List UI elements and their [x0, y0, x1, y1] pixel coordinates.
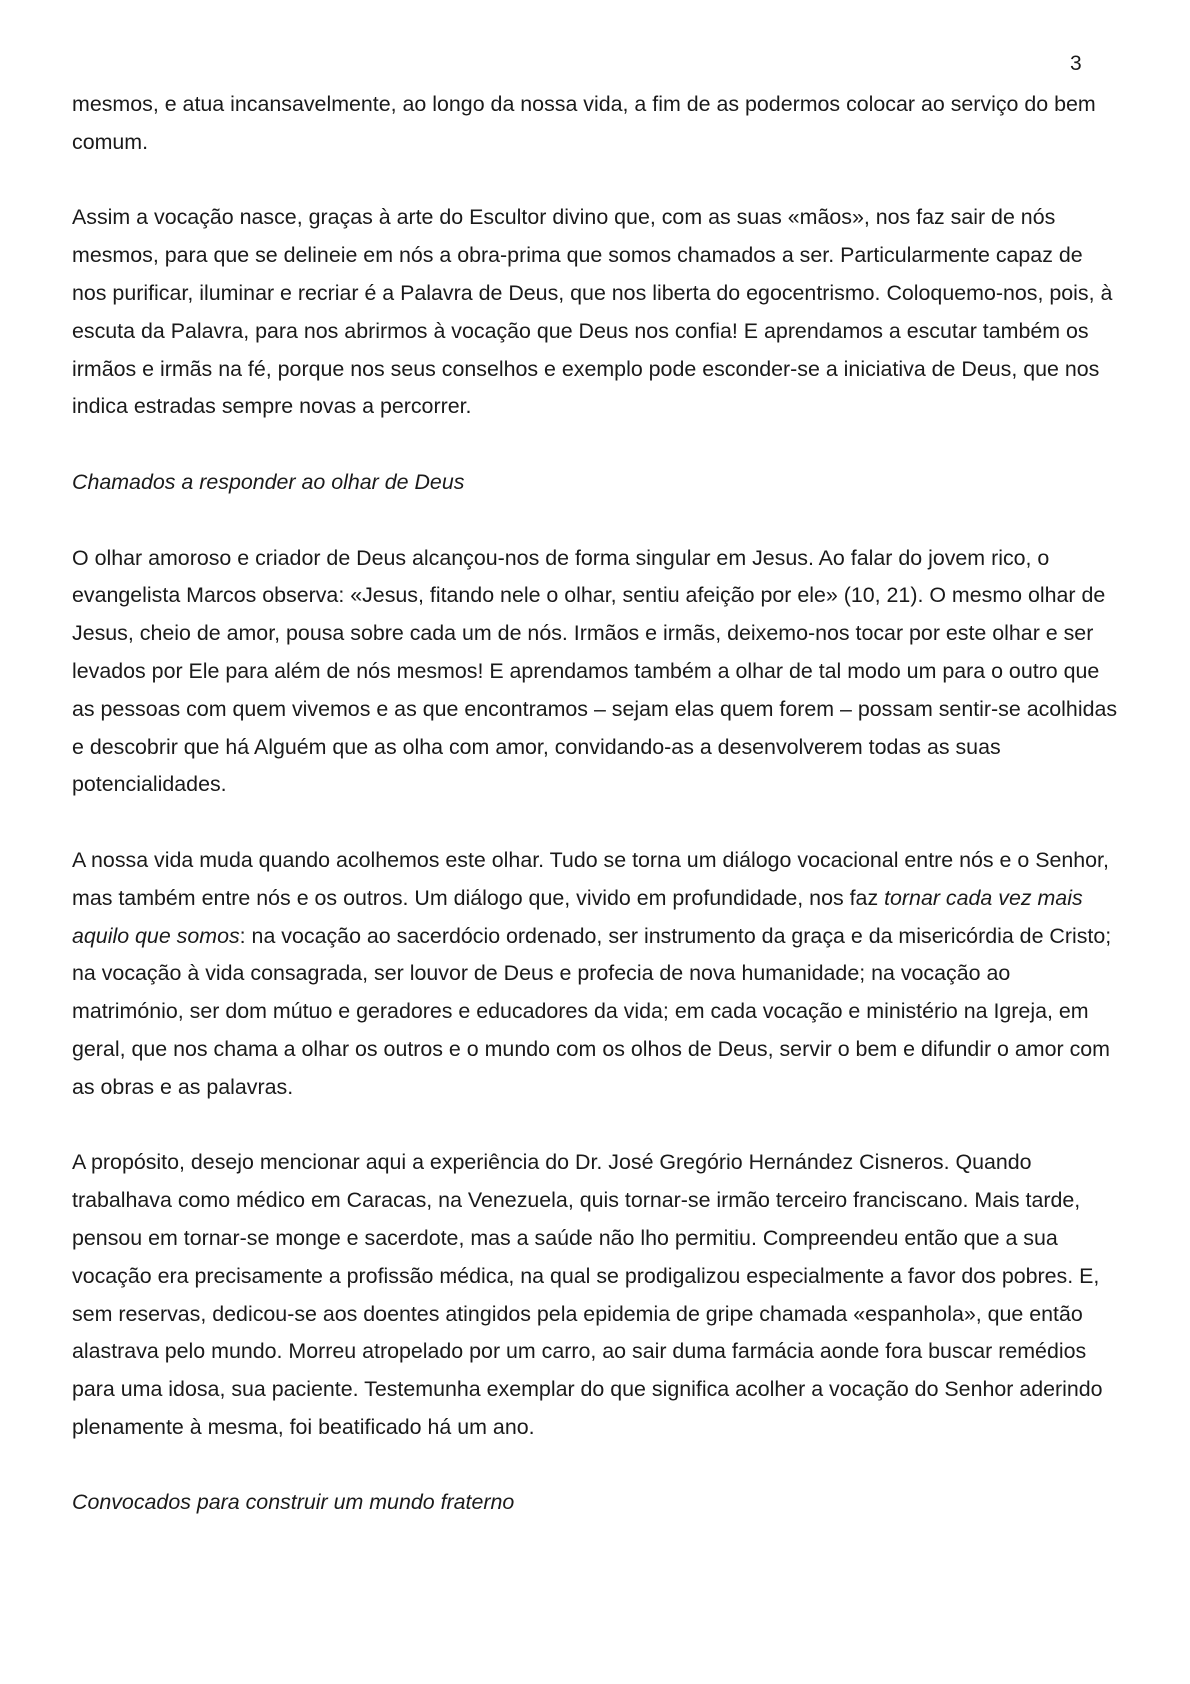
- page-number: 3: [1070, 52, 1082, 75]
- paragraph-3: O olhar amoroso e criador de Deus alcançou-nos de forma singular em Jesus. Ao falar do jovem rico, o evangelista Marcos observa: «Jesus, fitando nele o olhar, sentiu afeição por ele» (10, 21). O mesmo olhar de Jesus, cheio de amor, pousa sobre cada um de nós. Irmãos e irmãs, deixemo-nos tocar por este olhar e ser levados por Ele para além de nós mesmos! E aprendamos também a olhar de tal modo um para o outro que as pessoas com quem vivemos e as que encontramos – sejam elas quem forem – possam sentir-se acolhidas e descobrir que há Alguém que as olha com amor, convidando-as a desenvolverem todas as suas potencialidades.: [72, 545, 1118, 797]
- document-body: [72, 86, 1122, 1560]
- section-heading-2: Convocados para construir um mundo fraterno: [72, 1490, 515, 1515]
- paragraph-4-italic: tornar cada vez mais aquilo que somos: [72, 885, 1083, 948]
- paragraph-1: mesmos, e atua incansavelmente, ao longo da nossa vida, a fim de as podermos colocar ao serviço do bem comum.: [72, 92, 1096, 154]
- paragraph-2: Assim a vocação nasce, graças à arte do Escultor divino que, com as suas «mãos», nos faz sair de nós mesmos, para que se delineie em nós a obra-prima que somos chamados a ser. Particularmente capaz de nos purificar, iluminar e recriar é a Palavra de Deus, que nos liberta do egocentrismo. Coloquemo-nos, pois, à escuta da Palavra, para nos abrirmos à vocação que Deus nos confia! E aprendamos a escutar também os irmãos e irmãs na fé, porque nos seus conselhos e exemplo pode esconder-se a iniciativa de Deus, que nos indica estradas sempre novas a percorrer.: [72, 205, 1113, 419]
- paragraph-4: [72, 842, 1122, 1107]
- paragraph-4-end: : na vocação ao sacerdócio ordenado, ser instrumento da graça e da misericórdia de Cristo; na vocação à vida consagrada, ser louvor de Deus e profecia de nova humanidade; na vocação ao matrimónio, ser dom mútuo e geradores e educadores da vida; em cada vocação e ministério na Igreja, em geral, que nos chama a olhar os outros e o mundo com os olhos de Deus, servir o bem e difundir o amor com as obras e as palavras.: [72, 923, 1112, 1099]
- section-heading-1: Chamados a responder ao olhar de Deus: [72, 469, 465, 494]
- paragraph-5: A propósito, desejo mencionar aqui a experiência do Dr. José Gregório Hernández Cisneros. Quando trabalhava como médico em Caracas, na Venezuela, quis tornar-se irmão terceiro franciscano. Mais tarde, pensou em tornar-se monge e sacerdote, mas a saúde não lho permitiu. Compreendeu então que a sua vocação era precisamente a profissão médica, na qual se prodigalizou especialmente a favor dos pobres. E, sem reservas, dedicou-se aos doentes atingidos pela epidemia de gripe chamada «espanhola», que então alastrava pelo mundo. Morreu atropelado por um carro, ao sair duma farmácia aonde fora buscar remédios para uma idosa, sua paciente. Testemunha exemplar do que significa acolher a vocação do Senhor aderindo plenamente à mesma, foi beatificado há um ano.: [72, 1150, 1103, 1439]
- paragraph-4-start: A nossa vida muda quando acolhemos este olhar. Tudo se torna um diálogo vocacional entre nós e o Senhor, mas também entre nós e os outros. Um diálogo que, vivido em profundidade, nos faz: [72, 847, 1109, 910]
